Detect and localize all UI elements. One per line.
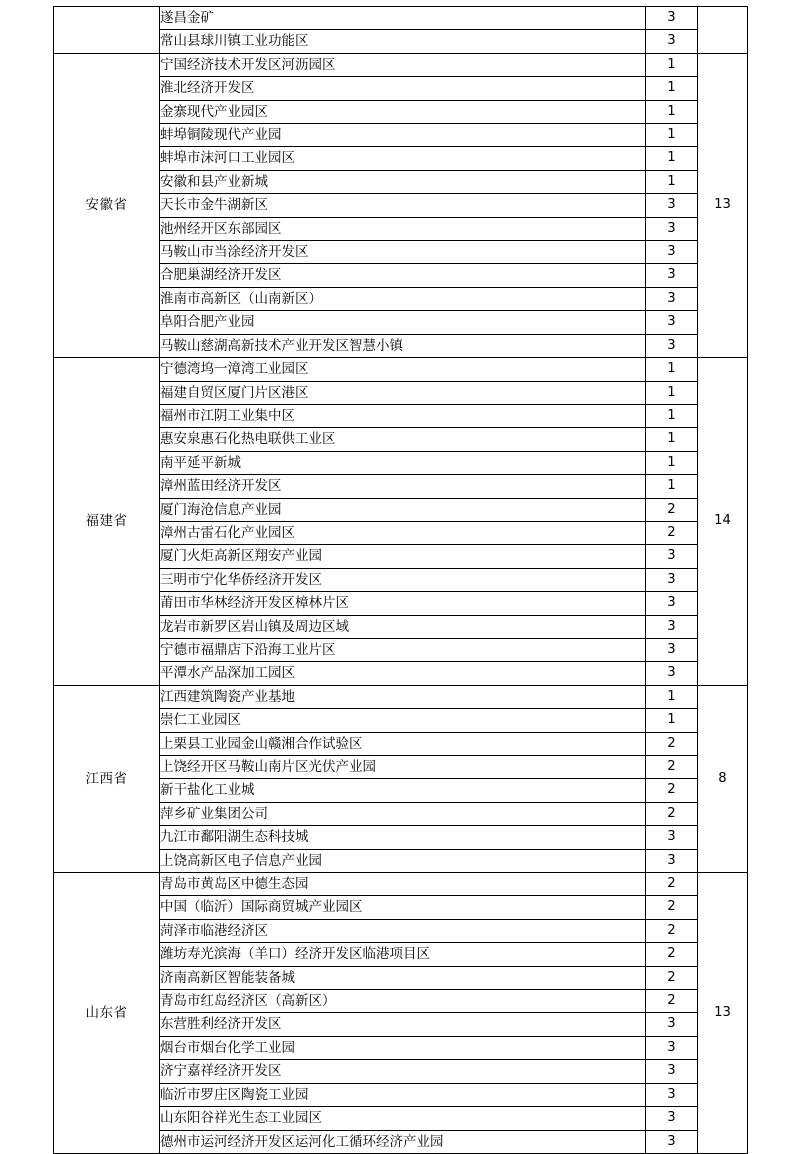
park-name-cell: 德州市运河经济开发区运河化工循环经济产业园: [160, 1130, 646, 1153]
park-name-cell: 蚌埠市沫河口工业园区: [160, 147, 646, 170]
park-name-cell: 莆田市华林经济开发区樟林片区: [160, 592, 646, 615]
park-name-cell: 宁国经济技术开发区河沥园区: [160, 53, 646, 76]
group-total-cell: 13: [698, 873, 748, 1154]
park-name-cell: 厦门海沧信息产业园: [160, 498, 646, 521]
grade-cell: 3: [646, 30, 698, 53]
province-cell: 山东省: [54, 873, 160, 1154]
province-cell: [54, 7, 160, 54]
park-name-cell: 上饶高新区电子信息产业园: [160, 849, 646, 872]
group-total-cell: 8: [698, 685, 748, 872]
grade-cell: 3: [646, 545, 698, 568]
park-name-cell: 淮北经济开发区: [160, 77, 646, 100]
grade-cell: 2: [646, 756, 698, 779]
grade-cell: 3: [646, 334, 698, 357]
grade-cell: 3: [646, 1107, 698, 1130]
grade-cell: 1: [646, 428, 698, 451]
table-body: [54, 7, 748, 1154]
grade-cell: 3: [646, 217, 698, 240]
park-name-cell: 宁德市福鼎店下沿海工业片区: [160, 638, 646, 661]
park-name-cell: 池州经开区东部园区: [160, 217, 646, 240]
park-name-cell: 宁德湾坞一漳湾工业园区: [160, 358, 646, 381]
grade-cell: 1: [646, 53, 698, 76]
park-name-cell: 厦门火炬高新区翔安产业园: [160, 545, 646, 568]
park-name-cell: 漳州古雷石化产业园区: [160, 521, 646, 544]
park-name-cell: 烟台市烟台化学工业园: [160, 1036, 646, 1059]
group-total-cell: 14: [698, 358, 748, 686]
park-name-cell: 龙岩市新罗区岩山镇及周边区域: [160, 615, 646, 638]
park-name-cell: 蚌埠铜陵现代产业园: [160, 124, 646, 147]
grade-cell: 3: [646, 241, 698, 264]
park-name-cell: 江西建筑陶瓷产业基地: [160, 685, 646, 708]
park-name-cell: 上栗县工业园金山赣湘合作试验区: [160, 732, 646, 755]
table-row: [54, 53, 748, 76]
grade-cell: 3: [646, 592, 698, 615]
grade-cell: 3: [646, 1130, 698, 1153]
table-row: [54, 873, 748, 896]
park-name-cell: 临沂市罗庄区陶瓷工业园: [160, 1083, 646, 1106]
park-name-cell: 马鞍山慈湖高新技术产业开发区智慧小镇: [160, 334, 646, 357]
grade-cell: 2: [646, 943, 698, 966]
park-name-cell: 上饶经开区马鞍山南片区光伏产业园: [160, 756, 646, 779]
grade-cell: 3: [646, 662, 698, 685]
grade-cell: 2: [646, 990, 698, 1013]
grade-cell: 3: [646, 826, 698, 849]
group-total-cell: 13: [698, 53, 748, 357]
grade-cell: 3: [646, 1083, 698, 1106]
grade-cell: 1: [646, 475, 698, 498]
park-name-cell: 平潭水产品深加工园区: [160, 662, 646, 685]
grade-cell: 3: [646, 1036, 698, 1059]
park-name-cell: 山东阳谷祥光生态工业园区: [160, 1107, 646, 1130]
grade-cell: 3: [646, 568, 698, 591]
grade-cell: 3: [646, 7, 698, 30]
grade-cell: 2: [646, 966, 698, 989]
park-name-cell: 合肥巢湖经济开发区: [160, 264, 646, 287]
park-name-cell: 南平延平新城: [160, 451, 646, 474]
grade-cell: 2: [646, 919, 698, 942]
grade-cell: 1: [646, 100, 698, 123]
grade-cell: 2: [646, 779, 698, 802]
park-name-cell: 青岛市红岛经济区（高新区）: [160, 990, 646, 1013]
park-name-cell: 潍坊寿光滨海（羊口）经济开发区临港项目区: [160, 943, 646, 966]
park-name-cell: 济宁嘉祥经济开发区: [160, 1060, 646, 1083]
industrial-parks-table: [53, 6, 748, 1154]
park-name-cell: 阜阳合肥产业园: [160, 311, 646, 334]
grade-cell: 3: [646, 287, 698, 310]
grade-cell: 2: [646, 498, 698, 521]
grade-cell: 2: [646, 521, 698, 544]
park-name-cell: 马鞍山市当涂经济开发区: [160, 241, 646, 264]
park-name-cell: 安徽和县产业新城: [160, 170, 646, 193]
grade-cell: 3: [646, 638, 698, 661]
province-cell: 江西省: [54, 685, 160, 872]
park-name-cell: 新干盐化工业城: [160, 779, 646, 802]
grade-cell: 1: [646, 124, 698, 147]
park-name-cell: 东营胜利经济开发区: [160, 1013, 646, 1036]
park-name-cell: 济南高新区智能装备城: [160, 966, 646, 989]
grade-cell: 3: [646, 1013, 698, 1036]
grade-cell: 1: [646, 709, 698, 732]
table-row: [54, 358, 748, 381]
grade-cell: 1: [646, 404, 698, 427]
grade-cell: 1: [646, 77, 698, 100]
park-name-cell: 菏泽市临港经济区: [160, 919, 646, 942]
grade-cell: 2: [646, 732, 698, 755]
grade-cell: 2: [646, 873, 698, 896]
park-name-cell: 福州市江阴工业集中区: [160, 404, 646, 427]
table-row: [54, 685, 748, 708]
park-name-cell: 金寨现代产业园区: [160, 100, 646, 123]
grade-cell: 1: [646, 170, 698, 193]
park-name-cell: 中国（临沂）国际商贸城产业园区: [160, 896, 646, 919]
grade-cell: 1: [646, 358, 698, 381]
park-name-cell: 崇仁工业园区: [160, 709, 646, 732]
park-name-cell: 三明市宁化华侨经济开发区: [160, 568, 646, 591]
grade-cell: 1: [646, 147, 698, 170]
grade-cell: 3: [646, 194, 698, 217]
park-name-cell: 漳州蓝田经济开发区: [160, 475, 646, 498]
table-row: [54, 7, 748, 30]
park-name-cell: 九江市鄱阳湖生态科技城: [160, 826, 646, 849]
grade-cell: 3: [646, 1060, 698, 1083]
park-name-cell: 遂昌金矿: [160, 7, 646, 30]
grade-cell: 3: [646, 615, 698, 638]
grade-cell: 3: [646, 849, 698, 872]
grade-cell: 1: [646, 685, 698, 708]
grade-cell: 2: [646, 802, 698, 825]
park-name-cell: 常山县球川镇工业功能区: [160, 30, 646, 53]
grade-cell: 3: [646, 311, 698, 334]
province-cell: 福建省: [54, 358, 160, 686]
province-cell: 安徽省: [54, 53, 160, 357]
park-name-cell: 萍乡矿业集团公司: [160, 802, 646, 825]
park-name-cell: 青岛市黄岛区中德生态园: [160, 873, 646, 896]
park-name-cell: 福建自贸区厦门片区港区: [160, 381, 646, 404]
grade-cell: 1: [646, 451, 698, 474]
grade-cell: 2: [646, 896, 698, 919]
park-name-cell: 天长市金牛湖新区: [160, 194, 646, 217]
grade-cell: 1: [646, 381, 698, 404]
park-name-cell: 淮南市高新区（山南新区）: [160, 287, 646, 310]
group-total-cell: [698, 7, 748, 54]
park-name-cell: 惠安泉惠石化热电联供工业区: [160, 428, 646, 451]
grade-cell: 3: [646, 264, 698, 287]
